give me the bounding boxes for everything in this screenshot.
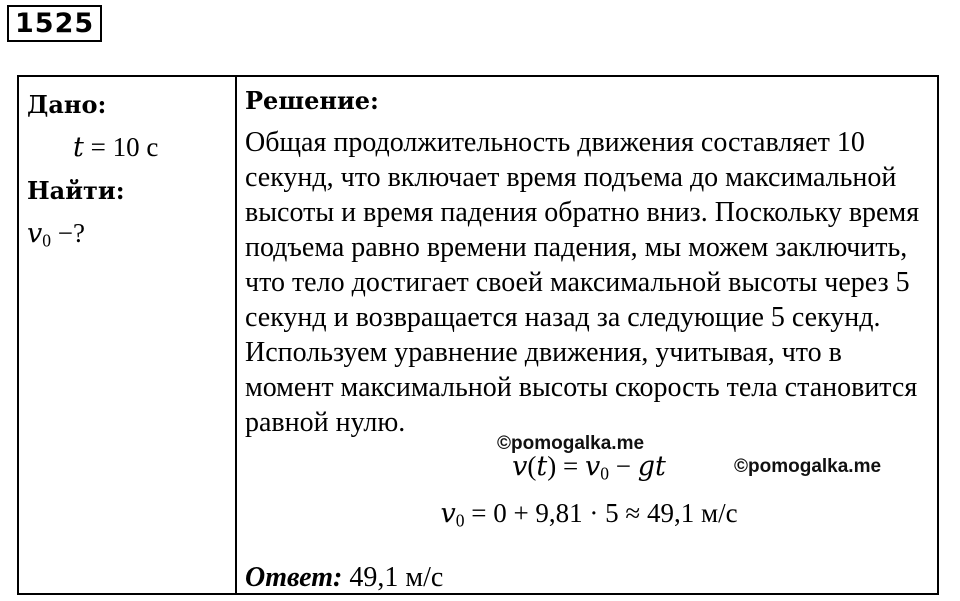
time-variable: t	[73, 132, 84, 163]
eq1-paren-close: ) =	[547, 451, 585, 481]
eq2-v: v	[440, 498, 456, 529]
eq2-rhs: = 0 + 9,81 · 5 ≈ 49,1 м/с	[464, 498, 738, 528]
column-divider	[235, 77, 237, 593]
eq1-t: t	[536, 451, 548, 482]
equation-result	[245, 490, 933, 537]
find-header: Найти:	[27, 176, 125, 205]
find-question: −?	[51, 218, 85, 248]
time-value: = 10 с	[83, 132, 159, 162]
answer-label: Ответ:	[245, 562, 343, 593]
eq1-v0: v	[584, 451, 601, 482]
eq1-paren-open: (	[527, 451, 537, 481]
find-quantity	[27, 212, 227, 255]
velocity-subscript: 0	[42, 230, 52, 251]
problem-number: 1525	[7, 5, 102, 42]
solution-table	[17, 75, 939, 595]
watermark: ©pomogalka.me	[497, 433, 645, 454]
solution-header: Решение:	[245, 86, 379, 115]
given-header: Дано:	[27, 90, 107, 119]
given-time	[27, 126, 227, 169]
eq1-v: v	[512, 451, 528, 482]
answer-value: 49,1 м/с	[342, 562, 444, 593]
given-column	[27, 83, 227, 255]
answer-line	[245, 561, 443, 595]
eq2-v-subscript: 0	[455, 510, 465, 531]
watermark: ©pomogalka.me	[734, 456, 882, 477]
velocity-variable: v	[27, 218, 43, 249]
eq1-minus: −	[609, 451, 638, 481]
eq1-gt: gt	[637, 451, 666, 482]
eq1-v0-subscript: 0	[600, 463, 609, 484]
solution-text: Общая продолжительность движения составляет 10 секунд, что включает время подъема до максимальной высоты и время падения обратно вниз. Поскольку время подъема равно времени падения, мы можем заключить, что тело достигает своей максимальной высоты через 5 секунд и возвращается назад за следующие 5 секунд. Используем уравнение движения, учитывая, что в момент максимальной высоты скорость тела становится равной нулю.	[245, 127, 920, 438]
